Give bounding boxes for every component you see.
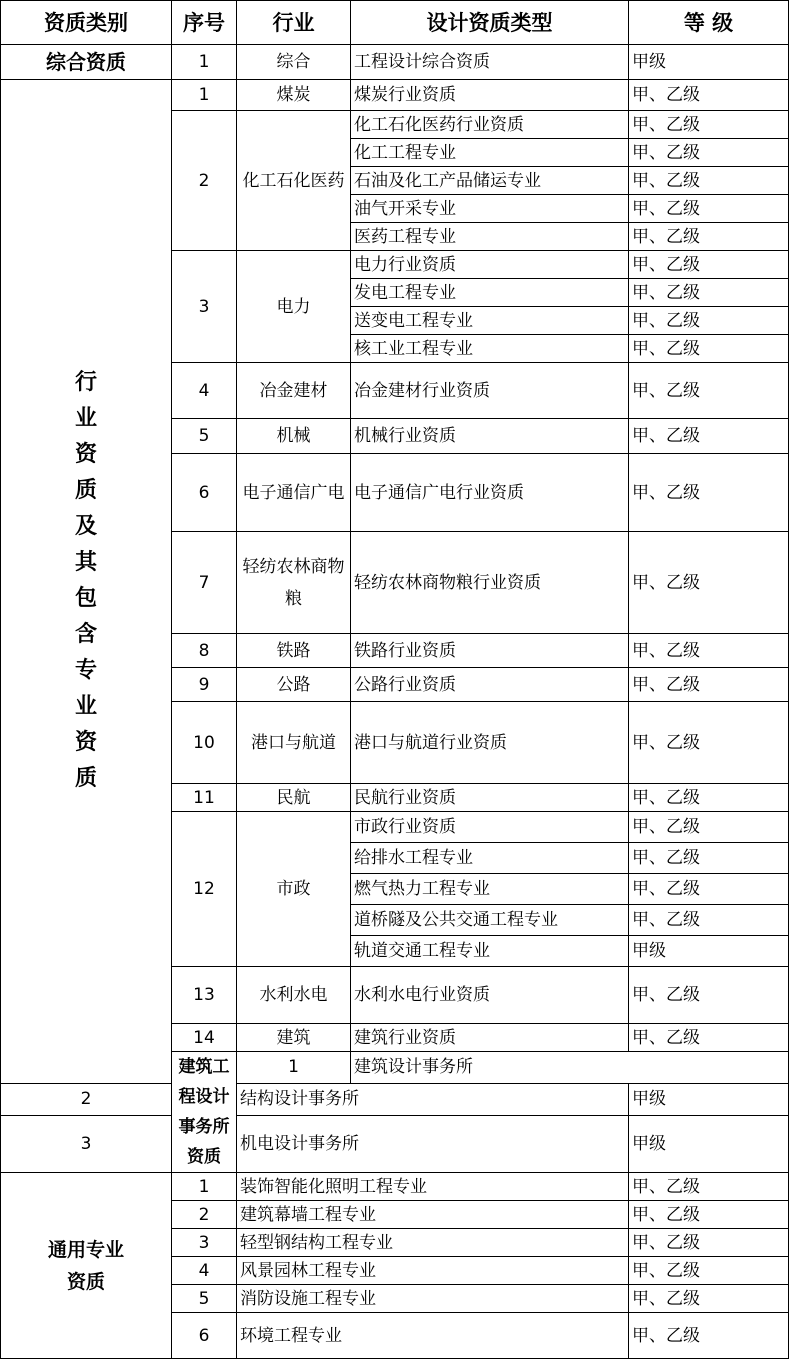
header-type: 设计资质类型 [351, 1, 629, 45]
category-industry-char: 行 [74, 370, 97, 396]
header-grade: 等 级 [629, 1, 789, 45]
row-number: 2 [172, 111, 237, 251]
row-type: 化工石化医药行业资质 [351, 111, 629, 139]
row-type: 水利水电行业资质 [351, 967, 629, 1024]
row-grade: 甲、乙级 [629, 874, 789, 905]
row-type: 建筑幕墙工程专业 [237, 1201, 629, 1229]
category-industry-char: 质 [74, 478, 97, 504]
row-grade: 甲、乙级 [629, 307, 789, 335]
row-number: 2 [1, 1083, 172, 1115]
row-industry: 民航 [237, 784, 351, 812]
row-type: 公路行业资质 [351, 668, 629, 702]
row-type: 石油及化工产品储运专业 [351, 167, 629, 195]
category-industry-char: 专 [74, 658, 97, 684]
category-industry [1, 80, 172, 1084]
row-type: 消防设施工程专业 [237, 1285, 629, 1313]
row-number: 10 [172, 702, 237, 784]
row-grade: 甲、乙级 [629, 967, 789, 1024]
row-number: 4 [172, 363, 237, 419]
row-grade: 甲、乙级 [629, 80, 789, 111]
row-grade: 甲、乙级 [629, 1173, 789, 1201]
category-industry-char: 含 [74, 622, 97, 648]
row-type: 装饰智能化照明工程专业 [237, 1173, 629, 1201]
row-grade: 甲、乙级 [629, 532, 789, 634]
row-grade: 甲级 [629, 1083, 789, 1115]
row-number: 9 [172, 668, 237, 702]
row-number: 5 [172, 1285, 237, 1313]
row-number: 13 [172, 967, 237, 1024]
row-grade: 甲、乙级 [629, 668, 789, 702]
row-type: 结构设计事务所 [237, 1083, 629, 1115]
row-grade: 甲级 [629, 45, 789, 80]
row-type: 电力行业资质 [351, 251, 629, 279]
row-type: 机械行业资质 [351, 419, 629, 454]
row-type: 油气开采专业 [351, 195, 629, 223]
row-grade: 甲、乙级 [629, 363, 789, 419]
table-row [1, 1083, 789, 1115]
table-row [1, 80, 789, 111]
row-grade: 甲级 [629, 1115, 789, 1172]
row-type: 道桥隧及公共交通工程专业 [351, 905, 629, 936]
row-number: 7 [172, 532, 237, 634]
category-comprehensive: 综合资质 [1, 45, 172, 80]
row-industry: 机械 [237, 419, 351, 454]
row-type: 化工工程专业 [351, 139, 629, 167]
row-grade: 甲、乙级 [629, 1285, 789, 1313]
row-number: 1 [237, 1052, 351, 1084]
row-type: 港口与航道行业资质 [351, 702, 629, 784]
row-grade: 甲、乙级 [629, 335, 789, 363]
row-number: 3 [172, 1229, 237, 1257]
row-number: 1 [172, 1173, 237, 1201]
table-row [1, 45, 789, 80]
row-type: 医药工程专业 [351, 223, 629, 251]
row-type: 核工业工程专业 [351, 335, 629, 363]
row-industry: 综合 [237, 45, 351, 80]
row-industry: 煤炭 [237, 80, 351, 111]
category-industry-char: 业 [74, 694, 97, 720]
row-grade: 甲、乙级 [629, 1201, 789, 1229]
header-row [1, 1, 789, 45]
row-type: 民航行业资质 [351, 784, 629, 812]
row-grade: 甲、乙级 [629, 419, 789, 454]
row-type: 发电工程专业 [351, 279, 629, 307]
row-grade: 甲、乙级 [629, 812, 789, 843]
row-grade: 甲、乙级 [629, 843, 789, 874]
category-industry-char: 业 [74, 406, 97, 432]
row-industry: 冶金建材 [237, 363, 351, 419]
row-number: 14 [172, 1024, 237, 1052]
row-industry: 电子通信广电 [237, 454, 351, 532]
row-grade: 甲、乙级 [629, 702, 789, 784]
row-grade: 甲、乙级 [629, 279, 789, 307]
row-type: 轻型钢结构工程专业 [237, 1229, 629, 1257]
row-type: 工程设计综合资质 [351, 45, 629, 80]
row-type: 环境工程专业 [237, 1313, 629, 1359]
row-type: 送变电工程专业 [351, 307, 629, 335]
row-type: 机电设计事务所 [237, 1115, 629, 1172]
row-grade: 甲、乙级 [629, 1024, 789, 1052]
row-number: 2 [172, 1201, 237, 1229]
row-number: 3 [172, 251, 237, 363]
row-type: 建筑设计事务所 [351, 1052, 789, 1084]
row-industry: 市政 [237, 812, 351, 967]
row-type: 风景园林工程专业 [237, 1257, 629, 1285]
row-type: 轨道交通工程专业 [351, 936, 629, 967]
category-industry-char: 及 [74, 514, 97, 540]
row-grade: 甲、乙级 [629, 251, 789, 279]
row-industry: 电力 [237, 251, 351, 363]
row-grade: 甲、乙级 [629, 195, 789, 223]
row-type: 给排水工程专业 [351, 843, 629, 874]
row-number: 1 [172, 45, 237, 80]
row-number: 12 [172, 812, 237, 967]
row-type: 铁路行业资质 [351, 634, 629, 668]
row-grade: 甲级 [629, 936, 789, 967]
category-industry-char: 资 [74, 730, 97, 756]
row-grade: 甲、乙级 [629, 1229, 789, 1257]
category-firm: 建筑工程设计 事务所资质 [172, 1052, 237, 1173]
row-grade: 甲、乙级 [629, 111, 789, 139]
row-grade: 甲、乙级 [629, 634, 789, 668]
category-general: 通用专业资质 [1, 1173, 172, 1359]
row-type: 电子通信广电行业资质 [351, 454, 629, 532]
category-industry-char: 其 [74, 550, 97, 576]
table-row [1, 1115, 789, 1172]
row-industry: 铁路 [237, 634, 351, 668]
row-industry: 公路 [237, 668, 351, 702]
row-industry: 建筑 [237, 1024, 351, 1052]
header-number: 序号 [172, 1, 237, 45]
row-type: 冶金建材行业资质 [351, 363, 629, 419]
header-industry: 行业 [237, 1, 351, 45]
row-industry: 水利水电 [237, 967, 351, 1024]
row-number: 1 [172, 80, 237, 111]
row-grade: 甲、乙级 [629, 905, 789, 936]
row-grade: 甲、乙级 [629, 1257, 789, 1285]
row-number: 11 [172, 784, 237, 812]
row-type: 煤炭行业资质 [351, 80, 629, 111]
row-grade: 甲、乙级 [629, 167, 789, 195]
row-type: 市政行业资质 [351, 812, 629, 843]
row-grade: 甲、乙级 [629, 784, 789, 812]
row-number: 8 [172, 634, 237, 668]
table-row [1, 1173, 789, 1201]
row-industry: 港口与航道 [237, 702, 351, 784]
header-category: 资质类别 [1, 1, 172, 45]
category-industry-char: 包 [74, 586, 97, 612]
row-number: 3 [1, 1115, 172, 1172]
row-number: 6 [172, 454, 237, 532]
category-industry-char: 质 [74, 766, 97, 792]
row-number: 5 [172, 419, 237, 454]
row-industry: 轻纺农林商物粮 [237, 532, 351, 634]
row-grade: 甲、乙级 [629, 1313, 789, 1359]
row-type: 轻纺农林商物粮行业资质 [351, 532, 629, 634]
row-number: 6 [172, 1313, 237, 1359]
row-industry: 化工石化医药 [237, 111, 351, 251]
row-grade: 甲、乙级 [629, 454, 789, 532]
row-grade: 甲、乙级 [629, 223, 789, 251]
row-grade: 甲、乙级 [629, 139, 789, 167]
row-type: 建筑行业资质 [351, 1024, 629, 1052]
category-industry-char: 资 [74, 442, 97, 468]
row-number: 4 [172, 1257, 237, 1285]
row-type: 燃气热力工程专业 [351, 874, 629, 905]
